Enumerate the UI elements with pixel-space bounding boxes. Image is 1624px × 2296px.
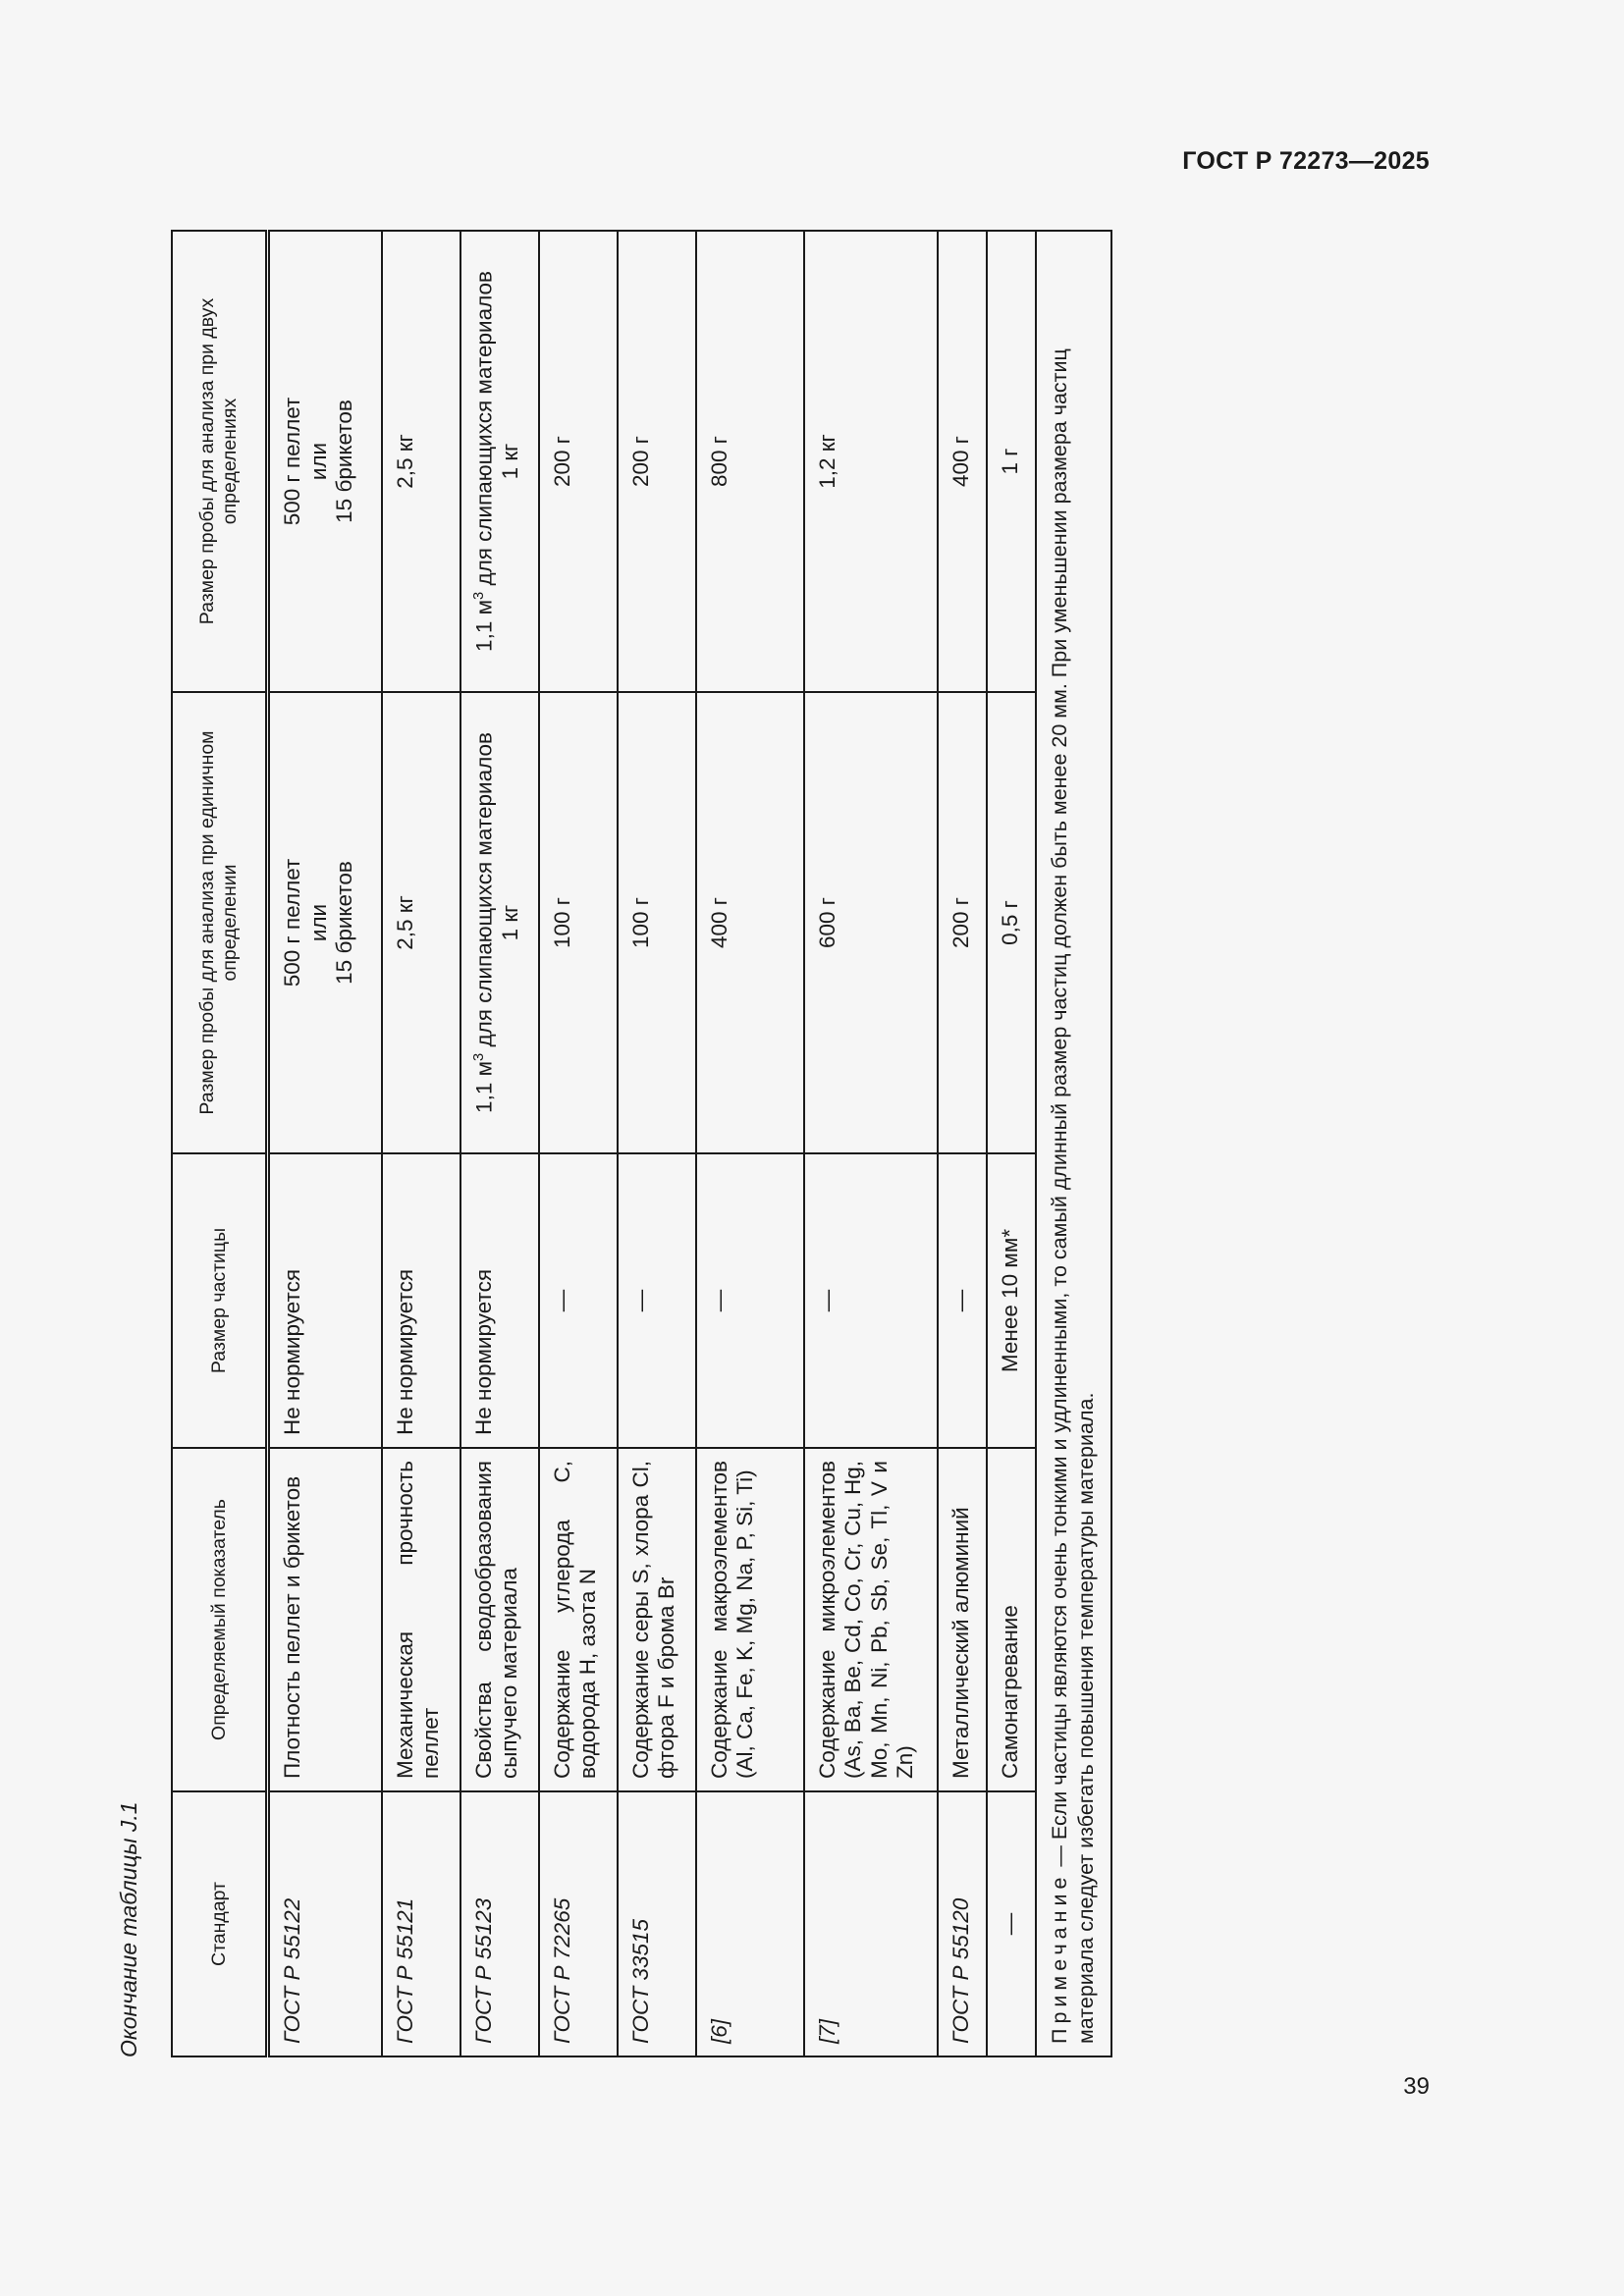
table-row	[696, 231, 804, 2056]
page-number: 39	[1403, 2073, 1430, 2100]
cell-double-sample: 1 г	[987, 231, 1036, 692]
cell-particle-size: Менее 10 мм*	[987, 1153, 1036, 1448]
cell-double-sample: 800 г	[696, 231, 804, 692]
cell-line	[471, 243, 498, 679]
col-header-particle-size: Размер частицы	[172, 1153, 268, 1448]
cell-line: или	[305, 442, 331, 481]
cell-indicator: Содержание микроэлементов (As, Ba, Be, Cd, Co, Cr, Cu, Hg, Mo, Mn, Ni, Pb, Sb, Se, Tl, V и Zn)	[804, 1448, 938, 1791]
cell-particle-size: —	[804, 1153, 938, 1448]
cell-indicator: Содержание углерода C, водорода H, азота N	[539, 1448, 618, 1791]
cell-double-sample	[268, 231, 382, 692]
cell-single-sample: 200 г	[938, 692, 987, 1153]
rotated-table-block	[116, 232, 1098, 2057]
cell-line: 500 г пеллет	[280, 858, 304, 988]
cell-double-sample: 200 г	[539, 231, 618, 692]
cell-line: 500 г пеллет	[280, 397, 304, 526]
table-row	[382, 231, 460, 2056]
col-header-standard: Стандарт	[172, 1791, 268, 2056]
table-row	[987, 231, 1036, 2056]
cell-single-sample: 600 г	[804, 692, 938, 1153]
cell-single-sample: 100 г	[539, 692, 618, 1153]
col-header-double-sample: Размер пробы для анализа при двух определениях	[172, 231, 268, 692]
cell-indicator: Самонагревание	[987, 1448, 1036, 1791]
table-row	[618, 231, 696, 2056]
table-row	[938, 231, 987, 2056]
cell-standard: ГОСТ Р 55120	[938, 1791, 987, 2056]
cell-double-sample: 2,5 кг	[382, 231, 460, 692]
note-text: — Если частицы являются очень тонкими и удлиненными, то самый длинный размер частиц должен быть менее 20 мм. При уменьшении размера частиц материала следует избегать повышения температуры материала.	[1047, 348, 1099, 2044]
document-header: ГОСТ Р 72273—2025	[1182, 147, 1430, 175]
cell-particle-size: —	[938, 1153, 987, 1448]
cell-indicator: Содержание макроэлементов (Al, Ca, Fe, K, Mg, Na, P, Si, Ti)	[696, 1448, 804, 1791]
cell-line: или	[305, 903, 331, 942]
cell-line: 15 брикетов	[332, 400, 357, 523]
table-note	[1036, 231, 1112, 2056]
cell-standard: ГОСТ Р 72265	[539, 1791, 618, 2056]
cell-double-sample: 200 г	[618, 231, 696, 692]
cell-standard: ГОСТ Р 55121	[382, 1791, 460, 2056]
cell-double-sample: 1,2 кг	[804, 231, 938, 692]
cell-double-sample	[460, 231, 539, 692]
cell-particle-size: —	[696, 1153, 804, 1448]
cell-particle-size: Не нормируется	[382, 1153, 460, 1448]
cell-single-sample	[460, 692, 539, 1153]
cell-indicator: Содержание серы S, хлора Cl, фтора F и брома Br	[618, 1448, 696, 1791]
cell-line: 15 брикетов	[332, 861, 357, 985]
table-row	[460, 231, 539, 2056]
cell-indicator: Механическая прочность пеллет	[382, 1448, 460, 1791]
cell-standard: [7]	[804, 1791, 938, 2056]
volume-value: 1,1 м	[471, 599, 496, 652]
cell-line	[471, 705, 498, 1141]
cell-single-sample: 100 г	[618, 692, 696, 1153]
cell-standard: ГОСТ Р 55123	[460, 1791, 539, 2056]
superscript: 3	[470, 1052, 487, 1061]
table-row	[539, 231, 618, 2056]
cell-line: 1 кг	[497, 904, 522, 941]
samples-table	[171, 230, 1112, 2057]
cell-particle-size: Не нормируется	[460, 1153, 539, 1448]
cell-standard: [6]	[696, 1791, 804, 2056]
cell-particle-size: —	[539, 1153, 618, 1448]
cell-single-sample	[268, 692, 382, 1153]
table-note-row	[1036, 231, 1112, 2056]
cell-particle-size: —	[618, 1153, 696, 1448]
volume-value: 1,1 м	[471, 1060, 496, 1113]
table-row	[268, 231, 382, 2056]
cell-particle-size: Не нормируется	[268, 1153, 382, 1448]
cell-standard: ГОСТ 33515	[618, 1791, 696, 2056]
volume-note: для слипающихся материалов	[471, 271, 496, 592]
col-header-indicator: Определяемый показатель	[172, 1448, 268, 1791]
cell-single-sample: 0,5 г	[987, 692, 1036, 1153]
cell-standard: ГОСТ Р 55122	[268, 1791, 382, 2056]
cell-standard: —	[987, 1791, 1036, 2056]
cell-line: 1 кг	[497, 443, 522, 480]
cell-single-sample: 2,5 кг	[382, 692, 460, 1153]
table-caption: Окончание таблицы J.1	[116, 1801, 141, 2057]
cell-double-sample: 400 г	[938, 231, 987, 692]
note-label: Примечание	[1047, 1872, 1071, 2044]
cell-indicator: Металлический алюминий	[938, 1448, 987, 1791]
cell-single-sample: 400 г	[696, 692, 804, 1153]
table-header-row	[172, 231, 268, 2056]
cell-indicator: Плотность пеллет и брикетов	[268, 1448, 382, 1791]
cell-indicator: Свойства сводообразования сыпучего материала	[460, 1448, 539, 1791]
col-header-single-sample: Размер пробы для анализа при единичном определении	[172, 692, 268, 1153]
superscript: 3	[470, 591, 487, 600]
volume-note: для слипающихся материалов	[471, 732, 496, 1053]
table-row	[804, 231, 938, 2056]
